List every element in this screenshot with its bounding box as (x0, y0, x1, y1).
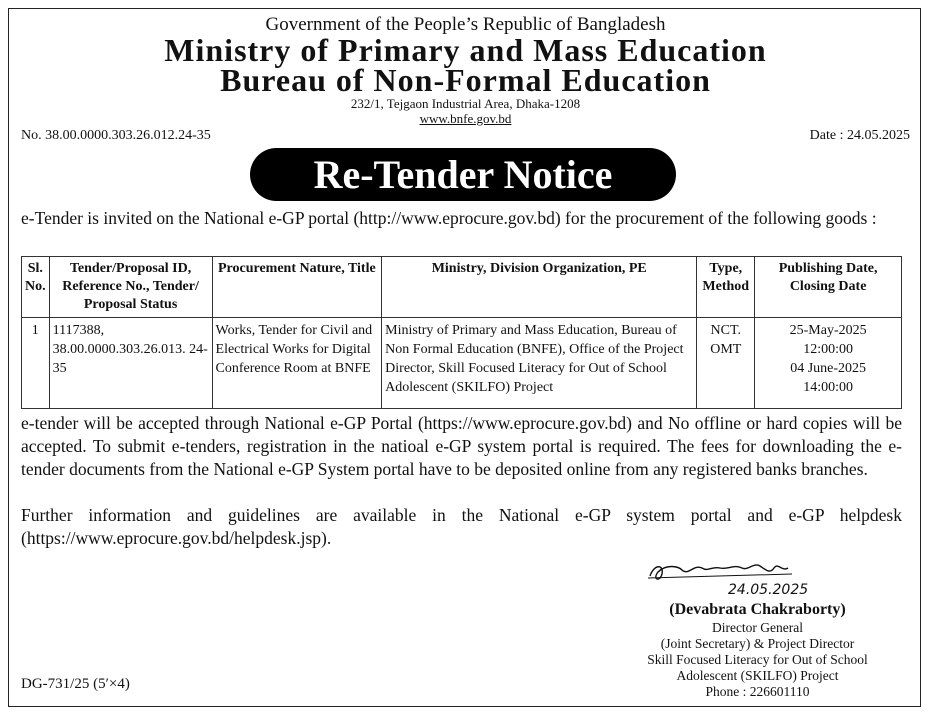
reference-number: No. 38.00.0000.303.26.012.24-35 (21, 128, 211, 143)
table-row (22, 318, 902, 409)
cell-id: 1117388, 38.00.0000.303.26.013. 24-35 (49, 318, 212, 409)
notice-banner: Re-Tender Notice (250, 148, 676, 201)
signer-name: (Devabrata Chakraborty) (669, 601, 846, 618)
header-id: Tender/Proposal ID, Reference No., Tender/ Proposal Status (49, 257, 212, 318)
type-omt: OMT (710, 342, 742, 357)
signer-phone: Phone : 226601110 (705, 684, 810, 699)
closing-date: 04 June-2025 (790, 361, 867, 376)
type-nct: NCT. (710, 323, 741, 338)
publish-date: 25-May-2025 (789, 323, 867, 338)
signer-project-line2: Adolescent (SKILFO) Project (676, 668, 839, 683)
cell-nature: Works, Tender for Civil and Electrical Works for Digital Conference Room at BNFE (212, 318, 382, 409)
header-ministry: Ministry, Division Organization, PE (382, 257, 697, 318)
publish-time: 12:00:00 (803, 342, 854, 357)
cell-sl: 1 (22, 318, 50, 409)
tender-table (21, 256, 902, 409)
closing-time: 14:00:00 (803, 380, 854, 395)
table-header-row (22, 257, 902, 318)
address: 232/1, Tejgaon Industrial Area, Dhaka-1208 (350, 96, 581, 111)
submission-paragraph: e-tender will be accepted through National e-GP Portal (https://www.eprocure.gov.bd) and No offline or hard copies will be accepted. To submit e-tenders, registration in the natioal e-GP system portal is required. The fees for downloading the e-tender documents from the National e-GP System portal have to be deposited online from any registered banks branches. (21, 413, 902, 479)
cell-dates (755, 318, 902, 409)
signature-date: 24.05.2025 (728, 582, 809, 598)
signer-project-line1: Skill Focused Literacy for Out of School (647, 652, 868, 667)
intro-paragraph: e-Tender is invited on the National e-GP portal (http://www.eprocure.gov.bd) for the procurement of the following goods : (21, 208, 877, 228)
signer-title: Director General (711, 620, 804, 635)
header-dates: Publishing Date, Closing Date (755, 257, 902, 318)
cell-ministry: Ministry of Primary and Mass Education, Bureau of Non Formal Education (BNFE), Office of the Project Director, Skill Focused Literacy for Out of School Adolescent (SKILFO) Project (382, 318, 697, 409)
cell-type (697, 318, 755, 409)
bureau-title: Bureau of Non-Formal Education (220, 62, 711, 98)
header-nature: Procurement Nature, Title (212, 257, 382, 318)
government-line: Government of the People’s Republic of Bangladesh (265, 14, 666, 35)
website-link[interactable]: www.bnfe.gov.bd (419, 111, 512, 126)
signer-role: (Joint Secretary) & Project Director (660, 636, 855, 651)
information-paragraph: Further information and guidelines are available in the National e-GP system portal and e-GP helpdesk (https://www.eprocure.gov.bd/helpdesk.jsp). (21, 505, 902, 548)
header-sl: Sl. No. (22, 257, 50, 318)
footer-code: DG-731/25 (5ʹ×4) (21, 676, 130, 692)
notice-date: Date : 24.05.2025 (809, 128, 910, 143)
header-type: Type, Method (697, 257, 755, 318)
handwritten-signature (642, 556, 842, 600)
ministry-title: Ministry of Primary and Mass Education (164, 32, 767, 68)
